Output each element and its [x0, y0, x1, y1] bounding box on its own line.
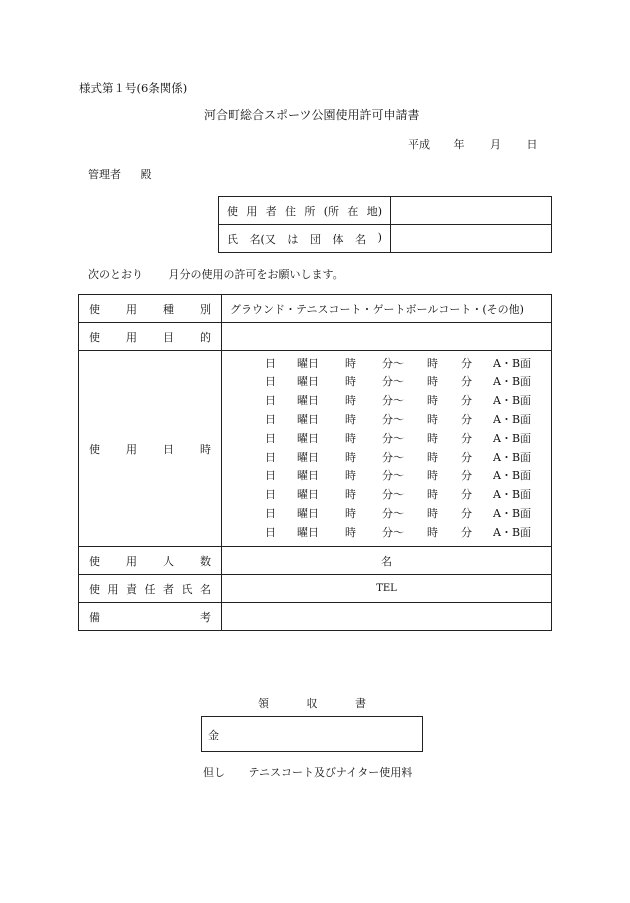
slot-court: A・B面 [493, 356, 532, 370]
slot-day: 日 [265, 394, 276, 408]
schedule-slot-row[interactable] [222, 355, 551, 374]
people-label: 使 用 人 数 [89, 554, 211, 568]
slot-start-min: 分～ [382, 450, 404, 464]
slot-start-hour: 時 [345, 525, 356, 539]
purpose-label: 使 用 目 的 [89, 330, 211, 344]
slot-end-min: 分 [461, 356, 472, 370]
amount-label: 金 [208, 729, 219, 742]
schedule-field[interactable] [222, 351, 552, 547]
slot-end-min: 分 [461, 431, 472, 445]
request-text [88, 266, 344, 282]
name-label-cell [219, 225, 391, 253]
schedule-slot-row[interactable] [222, 524, 551, 543]
note-text: テニスコート及びナイター使用料 [248, 766, 413, 779]
schedule-slot-row[interactable] [222, 449, 551, 468]
slot-day: 日 [265, 469, 276, 483]
slot-court: A・B面 [493, 469, 532, 483]
slot-day: 日 [265, 412, 276, 426]
slot-start-min: 分～ [382, 525, 404, 539]
usage-type-options: グラウンド・テニスコート・ゲートボールコート・(その他) [230, 302, 524, 316]
slot-weekday: 曜日 [297, 394, 319, 408]
remarks-field[interactable] [222, 603, 552, 631]
slot-end-hour: 時 [427, 525, 438, 539]
people-field[interactable] [222, 547, 552, 575]
remarks-label: 備 考 [89, 610, 211, 624]
slot-court: A・B面 [493, 450, 532, 464]
slot-weekday: 曜日 [297, 431, 319, 445]
slot-end-min: 分 [461, 450, 472, 464]
schedule-slot-row[interactable] [222, 486, 551, 505]
slot-weekday: 曜日 [297, 525, 319, 539]
slot-weekday: 曜日 [297, 375, 319, 389]
tel-label: TEL [376, 583, 397, 594]
slot-weekday: 曜日 [297, 469, 319, 483]
address-label-cell [219, 197, 391, 225]
slot-day: 日 [265, 488, 276, 502]
people-label-cell [79, 547, 222, 575]
address-label: 使 用 者 住 所 (所 在 地) [227, 204, 382, 218]
request-prefix: 次のとおり [88, 268, 143, 281]
usage-table [78, 294, 552, 631]
responsible-label: 使 用 責 任 者 氏 名 [89, 582, 211, 596]
usage-type-label-cell [79, 295, 222, 323]
remarks-label-cell [79, 603, 222, 631]
slot-end-min: 分 [461, 506, 472, 520]
note-label: 但し [203, 766, 225, 779]
schedule-slot-row[interactable] [222, 505, 551, 524]
schedule-slots [222, 352, 551, 546]
slot-end-min: 分 [461, 488, 472, 502]
request-suffix: 月分の使用の許可をお願いします。 [168, 268, 344, 281]
slot-weekday: 曜日 [297, 412, 319, 426]
slot-end-hour: 時 [427, 469, 438, 483]
people-unit: 名 [381, 554, 392, 568]
slot-court: A・B面 [493, 525, 532, 539]
slot-day: 日 [265, 356, 276, 370]
slot-end-hour: 時 [427, 375, 438, 389]
slot-end-min: 分 [461, 394, 472, 408]
slot-start-min: 分～ [382, 356, 404, 370]
slot-end-hour: 時 [427, 450, 438, 464]
schedule-slot-row[interactable] [222, 373, 551, 392]
slot-day: 日 [265, 525, 276, 539]
slot-court: A・B面 [493, 488, 532, 502]
slot-end-hour: 時 [427, 488, 438, 502]
schedule-label-cell [79, 351, 222, 547]
responsible-label-cell [79, 575, 222, 603]
slot-start-hour: 時 [345, 431, 356, 445]
receipt-note [203, 764, 412, 780]
schedule-slot-row[interactable] [222, 411, 551, 430]
slot-end-min: 分 [461, 469, 472, 483]
schedule-slot-row[interactable] [222, 392, 551, 411]
slot-end-hour: 時 [427, 412, 438, 426]
slot-start-min: 分～ [382, 431, 404, 445]
form-number: 様式第１号(6条関係) [79, 81, 188, 95]
name-field[interactable] [391, 225, 552, 253]
slot-start-hour: 時 [345, 412, 356, 426]
receipt-title: 領 収 書 [258, 697, 366, 710]
usage-type-field[interactable] [222, 295, 552, 323]
slot-start-min: 分～ [382, 375, 404, 389]
page-title: 河合町総合スポーツ公園使用許可申請書 [204, 108, 420, 122]
slot-weekday: 曜日 [297, 488, 319, 502]
addressee-honorific: 殿 [140, 168, 152, 181]
slot-court: A・B面 [493, 506, 532, 520]
addressee-label: 管理者 [88, 168, 121, 181]
slot-end-min: 分 [461, 525, 472, 539]
date-day: 日 [526, 138, 538, 151]
date-line [408, 136, 538, 152]
slot-start-min: 分～ [382, 506, 404, 520]
slot-end-min: 分 [461, 412, 472, 426]
slot-day: 日 [265, 431, 276, 445]
schedule-label: 使 用 日 時 [89, 442, 211, 456]
slot-start-min: 分～ [382, 488, 404, 502]
slot-start-hour: 時 [345, 488, 356, 502]
date-month: 月 [490, 138, 501, 151]
responsible-field[interactable] [222, 575, 552, 603]
amount-box[interactable] [201, 716, 423, 752]
slot-start-hour: 時 [345, 394, 356, 408]
slot-day: 日 [265, 506, 276, 520]
applicant-table [218, 196, 552, 253]
slot-end-hour: 時 [427, 394, 438, 408]
slot-start-min: 分～ [382, 412, 404, 426]
slot-day: 日 [265, 375, 276, 389]
slot-start-hour: 時 [345, 356, 356, 370]
usage-type-label: 使 用 種 別 [89, 302, 211, 316]
purpose-label-cell [79, 323, 222, 351]
schedule-slot-row[interactable] [222, 467, 551, 486]
slot-start-hour: 時 [345, 469, 356, 483]
slot-start-min: 分～ [382, 394, 404, 408]
slot-weekday: 曜日 [297, 506, 319, 520]
date-year: 年 [453, 138, 465, 151]
purpose-field[interactable] [222, 323, 552, 351]
slot-court: A・B面 [493, 431, 532, 445]
slot-start-hour: 時 [345, 450, 356, 464]
slot-court: A・B面 [493, 375, 532, 389]
slot-weekday: 曜日 [297, 450, 319, 464]
slot-weekday: 曜日 [297, 356, 319, 370]
slot-end-hour: 時 [427, 356, 438, 370]
schedule-slot-row[interactable] [222, 430, 551, 449]
slot-court: A・B面 [493, 394, 532, 408]
name-label: 氏 名(又 は 団 体 名 ) [227, 230, 382, 246]
slot-court: A・B面 [493, 412, 532, 426]
slot-start-min: 分～ [382, 469, 404, 483]
slot-day: 日 [265, 450, 276, 464]
slot-end-hour: 時 [427, 506, 438, 520]
slot-start-hour: 時 [345, 375, 356, 389]
date-era: 平成 [408, 138, 430, 151]
slot-start-hour: 時 [345, 506, 356, 520]
slot-end-hour: 時 [427, 431, 438, 445]
address-field[interactable] [391, 197, 552, 225]
slot-end-min: 分 [461, 375, 472, 389]
addressee-line [88, 166, 152, 182]
